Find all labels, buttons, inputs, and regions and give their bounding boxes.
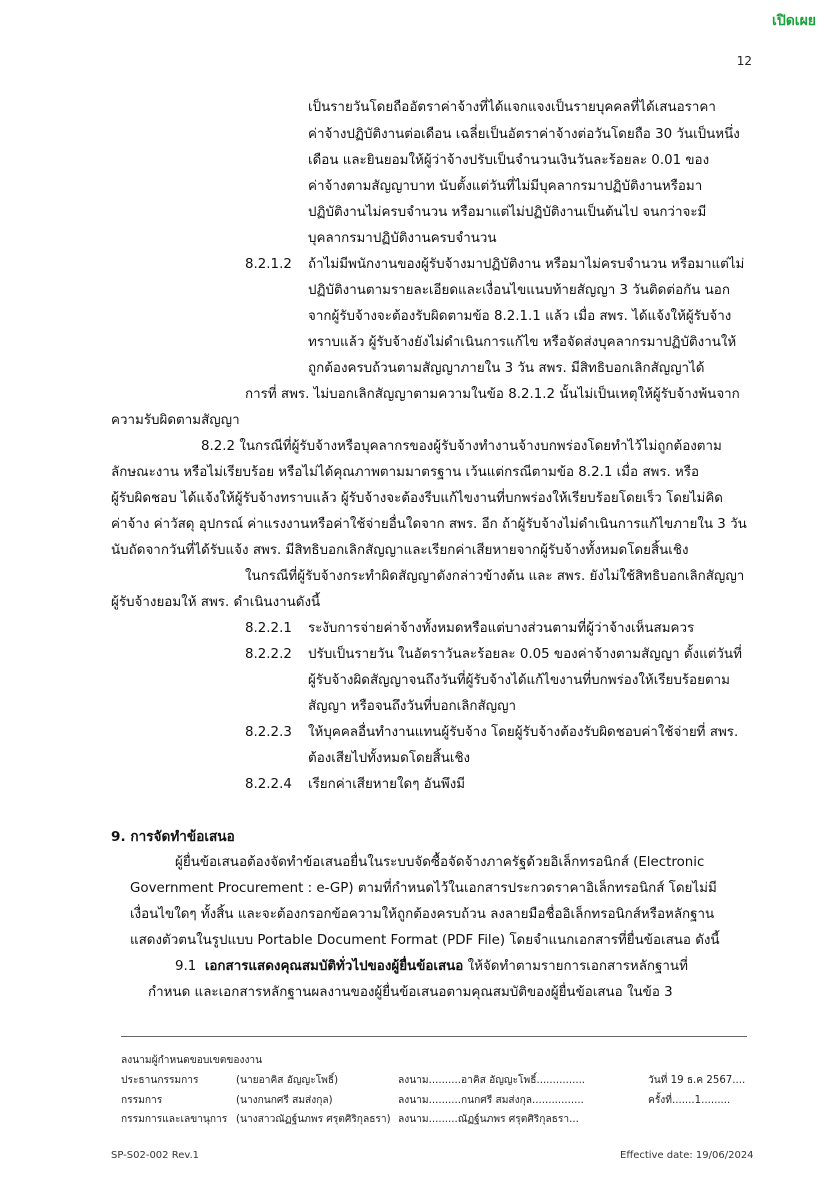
signature-line: ลงนาม.........ณัฏฐ์นภพร ศรุตศิริกุลธรา... bbox=[398, 1114, 579, 1125]
body-line: ถูกต้องครบถ้วนตามสัญญาภายใน 3 วัน สพร. มีสิทธิบอกเลิกสัญญาได้ bbox=[308, 361, 705, 376]
document-code: SP-S02-002 Rev.1 bbox=[111, 1150, 200, 1161]
divider bbox=[121, 1036, 747, 1037]
body-line: เรียกค่าเสียหายใดๆ อันพึงมี bbox=[308, 777, 466, 792]
body-line: ค่าจ้าง ค่าวัสดุ อุปกรณ์ ค่าแรงงานหรือค่าใช้จ่ายอื่นใดจาก สพร. อีก ถ้าผู้รับจ้างไม่ดำเนินการแก้ไขภายใน 3 วัน bbox=[111, 517, 747, 532]
signer-role: กรรมการและเลขานุการ bbox=[121, 1114, 228, 1125]
body-line: ความรับผิดตามสัญญา bbox=[111, 413, 240, 428]
signature-title: ลงนามผู้กำหนดขอบเขตของงาน bbox=[121, 1055, 263, 1066]
body-line: เป็นรายวันโดยถืออัตราค่าจ้างที่ได้แจกแจงเป็นรายบุคคลที่ได้เสนอราคา bbox=[308, 100, 716, 115]
body-line: ระงับการจ่ายค่าจ้างทั้งหมดหรือแต่บางส่วนตามที่ผู้ว่าจ้างเห็นสมควร bbox=[308, 621, 695, 636]
body-line: ต้องเสียไปทั้งหมดโดยสิ้นเชิง bbox=[308, 751, 471, 766]
body-line: ในกรณีที่ผู้รับจ้างกระทำผิดสัญญาดังกล่าวข้างต้น และ สพร. ยังไม่ใช้สิทธิบอกเลิกสัญญา bbox=[245, 569, 745, 584]
body-line: กำหนด และเอกสารหลักฐานผลงานของผู้ยื่นข้อเสนอตามคุณสมบัติของผู้ยื่นข้อเสนอ ในข้อ 3 bbox=[148, 985, 673, 1000]
signer-role: ประธานกรรมการ bbox=[121, 1075, 199, 1086]
body-line: สัญญา หรือจนถึงวันที่บอกเลิกสัญญา bbox=[308, 699, 517, 714]
page-number: 12 bbox=[736, 54, 752, 68]
body-line bbox=[175, 958, 688, 976]
body-text: ให้จัดทำตามรายการเอกสารหลักฐานที่ bbox=[463, 959, 688, 974]
body-line: เงื่อนไขใดๆ ทั้งสิ้น และจะต้องกรอกข้อความให้ถูกต้องครบถ้วน ลงลายมือชื่ออิเล็กทรอนิกส์หรือหลักฐาน bbox=[130, 907, 715, 922]
body-line: จากผู้รับจ้างจะต้องรับผิดตามข้อ 8.2.1.1 แล้ว เมื่อ สพร. ได้แจ้งให้ผู้รับจ้าง bbox=[308, 309, 732, 324]
body-line: ลักษณะงาน หรือไม่เรียบร้อย หรือไม่ได้คุณภาพตามมาตรฐาน เว้นแต่กรณีตามข้อ 8.2.1 เมื่อ สพร. หรือ bbox=[111, 465, 700, 480]
body-line: การที่ สพร. ไม่บอกเลิกสัญญาตามความในข้อ 8.2.1.2 นั้นไม่เป็นเหตุให้ผู้รับจ้างพ้นจาก bbox=[245, 387, 740, 402]
clause-number: 8.2.1.2 bbox=[245, 257, 292, 272]
clause-number: 8.2.2.1 bbox=[245, 621, 292, 636]
clause-number: 9.1 bbox=[175, 959, 197, 974]
body-line: ให้บุคคลอื่นทำงานแทนผู้รับจ้าง โดยผู้รับจ้างต้องรับผิดชอบค่าใช้จ่ายที่ สพร. bbox=[308, 725, 739, 740]
body-line: ปฏิบัติงานตามรายละเอียดและเงื่อนไขแนบท้ายสัญญา 3 วันติดต่อกัน นอก bbox=[308, 283, 730, 298]
section-heading: 9. การจัดทำข้อเสนอ bbox=[111, 829, 235, 845]
signer-role: กรรมการ bbox=[121, 1095, 163, 1106]
clause-number: 8.2.2.4 bbox=[245, 777, 292, 792]
clause-number: 8.2.2.2 bbox=[245, 647, 292, 662]
bold-phrase: เอกสารแสดงคุณสมบัติทั่วไปของผู้ยื่นข้อเสนอ bbox=[204, 959, 464, 974]
body-line: ปรับเป็นรายวัน ในอัตราวันละร้อยละ 0.05 ของค่าจ้างตามสัญญา ตั้งแต่วันที่ bbox=[308, 647, 742, 662]
revision-count: ครั้งที่.......1......... bbox=[648, 1095, 731, 1106]
signer-name: (นางสาวณัฏฐ์นภพร ศรุตศิริกุลธรา) bbox=[236, 1114, 391, 1125]
body-line: 8.2.2 ในกรณีที่ผู้รับจ้างหรือบุคลากรของผู้รับจ้างทำงานจ้างบกพร่องโดยทำไว้ไม่ถูกต้องตาม bbox=[201, 439, 722, 454]
body-line: ผู้รับจ้างผิดสัญญาจนถึงวันที่ผู้รับจ้างได้แก้ไขงานที่บกพร่องให้เรียบร้อยตาม bbox=[308, 673, 730, 688]
body-line: ผู้รับจ้างยอมให้ สพร. ดำเนินงานดังนี้ bbox=[111, 595, 321, 610]
body-line: บุคลากรมาปฏิบัติงานครบจำนวน bbox=[308, 231, 497, 246]
signer-name: (นายอาคิส อัญญะโพธิ์) bbox=[236, 1075, 339, 1086]
classification-badge: เปิดเผย bbox=[772, 13, 816, 29]
body-line: ทราบแล้ว ผู้รับจ้างยังไม่ดำเนินการแก้ไข หรือจัดส่งบุคลากรมาปฏิบัติงานให้ bbox=[308, 335, 737, 350]
signature-line: ลงนาม..........อาคิส อัญญะโพธิ์............... bbox=[398, 1075, 586, 1086]
body-line: ผู้รับผิดชอบ ได้แจ้งให้ผู้รับจ้างทราบแล้ว ผู้รับจ้างจะต้องรีบแก้ไขงานที่บกพร่องให้เรียบร้อยโดยเร็ว โดยไม่คิด bbox=[111, 491, 723, 506]
body-line: ถ้าไม่มีพนักงานของผู้รับจ้างมาปฏิบัติงาน หรือมาไม่ครบจำนวน หรือมาแต่ไม่ bbox=[308, 257, 745, 272]
signer-name: (นางกนกศรี สมส่งกุล) bbox=[236, 1095, 333, 1106]
body-line: ปฏิบัติงานไม่ครบจำนวน หรือมาแต่ไม่ปฏิบัติงานเป็นต้นไป จนกว่าจะมี bbox=[308, 205, 707, 220]
body-line: Government Procurement : e-GP) ตามที่กำหนดไว้ในเอกสารประกวดราคาอิเล็กทรอนิกส์ โดยไม่มี bbox=[130, 881, 717, 896]
signature-date: วันที่ 19 ธ.ค 2567.... bbox=[648, 1075, 746, 1086]
body-line: ค่าจ้างตามสัญญาบาท นับตั้งแต่วันที่ไม่มีบุคลากรมาปฏิบัติงานหรือมา bbox=[308, 179, 703, 194]
effective-date: Effective date: 19/06/2024 bbox=[620, 1150, 754, 1161]
body-line: แสดงตัวตนในรูปแบบ Portable Document Format (PDF File) โดยจำแนกเอกสารที่ยื่นข้อเสนอ ดังนี้ bbox=[130, 933, 720, 948]
body-line: เดือน และยินยอมให้ผู้ว่าจ้างปรับเป็นจำนวนเงินวันละร้อยละ 0.01 ของ bbox=[308, 153, 710, 168]
body-line: ผู้ยื่นข้อเสนอต้องจัดทำข้อเสนอยื่นในระบบจัดซื้อจัดจ้างภาครัฐด้วยอิเล็กทรอนิกส์ (Electronic bbox=[175, 855, 705, 870]
clause-number: 8.2.2.3 bbox=[245, 725, 292, 740]
signature-line: ลงนาม..........กนกศรี สมส่งกุล................ bbox=[398, 1095, 584, 1106]
body-line: นับถัดจากวันที่ได้รับแจ้ง สพร. มีสิทธิบอกเลิกสัญญาและเรียกค่าเสียหายจากผู้รับจ้างทั้งหมดโดยสิ้นเชิง bbox=[111, 543, 689, 558]
body-line: ค่าจ้างปฏิบัติงานต่อเดือน เฉลี่ยเป็นอัตราค่าจ้างต่อวันโดยถือ 30 วันเป็นหนึ่ง bbox=[308, 127, 740, 142]
